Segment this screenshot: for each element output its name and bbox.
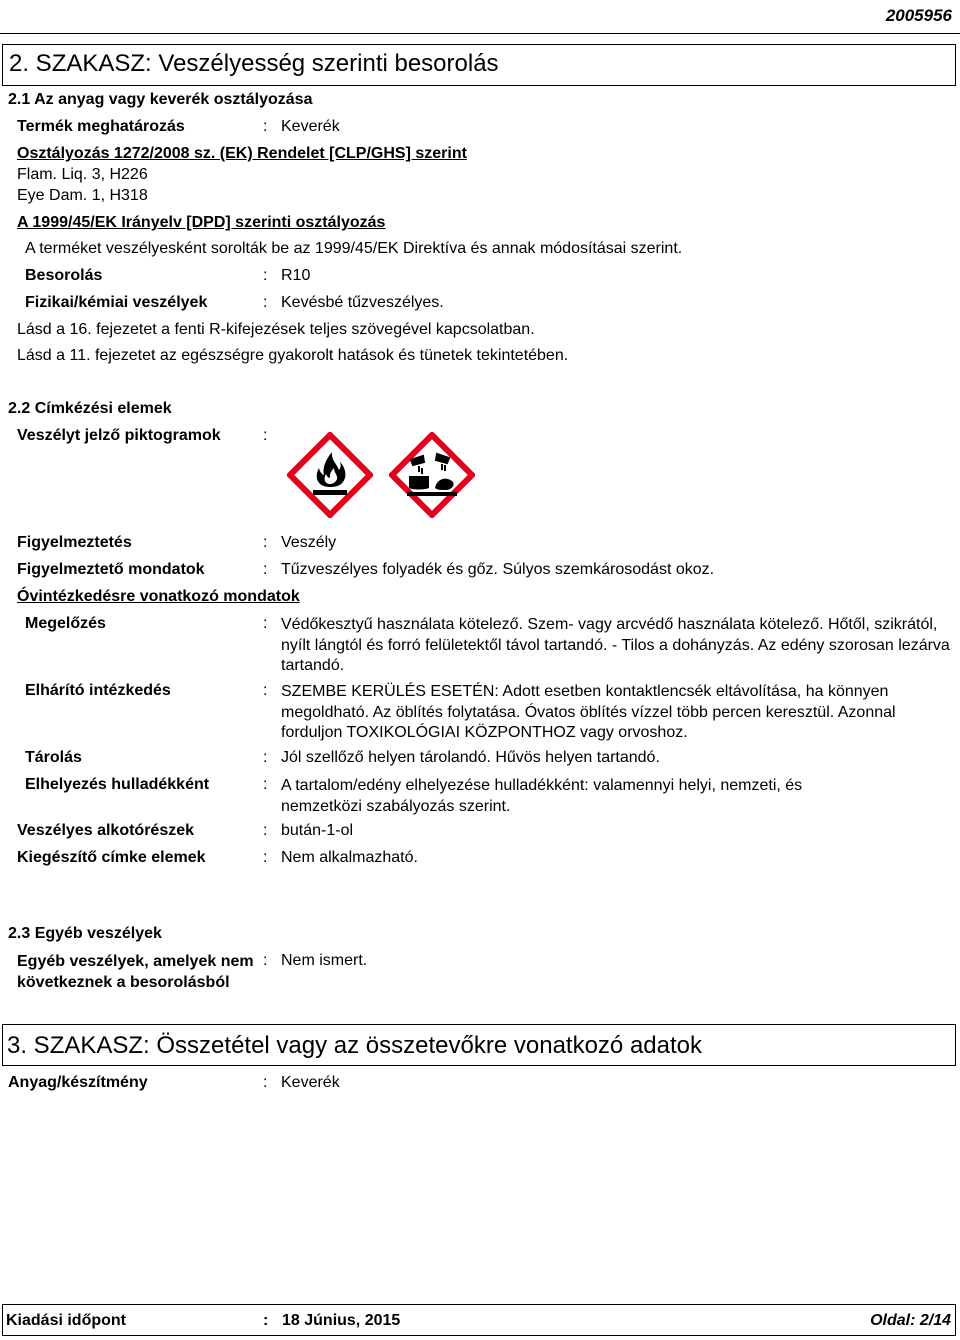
physical-hazards-label: Fizikai/kémiai veszélyek bbox=[25, 294, 208, 311]
see-section-11: Lásd a 11. fejezetet az egészségre gyakorolt hatások és tünetek tekintetében. bbox=[17, 347, 569, 364]
colon: : bbox=[263, 267, 268, 284]
supplemental-label: Kiegészítő címke elemek bbox=[17, 849, 206, 866]
document-number: 2005956 bbox=[885, 6, 952, 25]
colon: : bbox=[263, 534, 268, 551]
signal-word-label: Figyelmeztetés bbox=[17, 534, 132, 551]
footer bbox=[2, 1304, 956, 1336]
flame-icon bbox=[287, 432, 373, 518]
colon: : bbox=[263, 822, 268, 839]
colon: : bbox=[263, 952, 268, 969]
prevention-label: Megelőzés bbox=[25, 615, 106, 632]
substance-mixture-label: Anyag/készítmény bbox=[8, 1074, 148, 1091]
besorolas-value: R10 bbox=[281, 267, 311, 284]
colon: : bbox=[263, 118, 268, 135]
disposal-value: A tartalom/edény elhelyezése hulladékként: valamennyi helyi, nemzeti, és nemzetközi szabályozás szerint. bbox=[281, 777, 803, 815]
section-3-header bbox=[2, 1024, 956, 1066]
colon: : bbox=[263, 1074, 268, 1091]
prevention-value: Védőkesztyű használata kötelező. Szem- vagy arcvédő használata kötelező. Hőtől, szikrától, nyílt lángtól és forró felületektől távol tartandó. - Tilos a dohányzás. Az edény szorosan lezárva tartandó. bbox=[281, 616, 950, 674]
signal-word-value: Veszély bbox=[281, 534, 337, 551]
hazardous-components-label: Veszélyes alkotórészek bbox=[17, 822, 195, 839]
hazard-statements-value: Tűzveszélyes folyadék és gőz. Súlyos szemkárosodást okoz. bbox=[281, 561, 715, 578]
issue-date-value: 18 Június, 2015 bbox=[282, 1312, 401, 1329]
issue-date-label: Kiadási időpont bbox=[6, 1312, 126, 1329]
besorolas-label: Besorolás bbox=[25, 267, 103, 284]
hazard-statements-label: Figyelmeztető mondatok bbox=[17, 561, 205, 578]
colon: : bbox=[263, 749, 268, 766]
colon: : bbox=[263, 294, 268, 311]
colon: : bbox=[263, 849, 268, 866]
subsection-2-2-heading: 2.2 Címkézési elemek bbox=[8, 400, 172, 417]
supplemental-value: Nem alkalmazható. bbox=[281, 849, 418, 866]
pictogram-label: Veszélyt jelző piktogramok bbox=[17, 427, 221, 444]
disposal-label: Elhelyezés hulladékként bbox=[25, 776, 210, 793]
clp-classification-1: Flam. Liq. 3, H226 bbox=[17, 166, 148, 183]
page-number: Oldal: 2/14 bbox=[870, 1312, 951, 1329]
colon: : bbox=[263, 776, 268, 793]
storage-label: Tárolás bbox=[25, 749, 82, 766]
other-hazards-label: Egyéb veszélyek, amelyek nem következnek a besorolásból bbox=[17, 953, 254, 991]
product-definition-value: Keverék bbox=[281, 118, 340, 135]
clp-classification-2: Eye Dam. 1, H318 bbox=[17, 187, 148, 204]
dpd-heading: A 1999/45/EK Irányelv [DPD] szerinti osztályozás bbox=[17, 214, 386, 231]
see-section-16: Lásd a 16. fejezetet a fenti R-kifejezések teljes szövegével kapcsolatban. bbox=[17, 321, 535, 338]
section-3-title: 3. SZAKASZ: Összetétel vagy az összetevőkre vonatkozó adatok bbox=[7, 1032, 703, 1059]
section-2-title: 2. SZAKASZ: Veszélyesség szerinti besorolás bbox=[9, 50, 499, 77]
precautionary-heading: Óvintézkedésre vonatkozó mondatok bbox=[17, 588, 300, 605]
response-value: SZEMBE KERÜLÉS ESETÉN: Adott esetben kontaktlencsék eltávolítása, ha könnyen megoldható. Az öblítés folytatása. Óvatos öblítés vízzel több percen keresztül. Azonnal forduljon TOXIKOLÓGIAI KÖZPONTHOZ vagy orvoshoz. bbox=[281, 683, 896, 741]
hazardous-components-value: bután-1-ol bbox=[281, 822, 354, 839]
substance-mixture-value: Keverék bbox=[281, 1074, 340, 1091]
storage-value: Jól szellőző helyen tárolandó. Hűvös helyen tartandó. bbox=[281, 749, 660, 766]
subsection-2-1-heading: 2.1 Az anyag vagy keverék osztályozása bbox=[8, 91, 313, 108]
top-rule bbox=[0, 33, 960, 34]
corrosion-icon bbox=[389, 432, 475, 518]
colon: : bbox=[263, 1312, 269, 1329]
colon: : bbox=[263, 615, 268, 632]
physical-hazards-value: Kevésbé tűzveszélyes. bbox=[281, 294, 444, 311]
colon: : bbox=[263, 561, 268, 578]
colon: : bbox=[263, 427, 268, 444]
response-label: Elhárító intézkedés bbox=[25, 682, 171, 699]
subsection-2-3-heading: 2.3 Egyéb veszélyek bbox=[8, 925, 162, 942]
dpd-text: A terméket veszélyesként sorolták be az 1999/45/EK Direktíva és annak módosításai szerint. bbox=[25, 240, 683, 257]
product-definition-label: Termék meghatározás bbox=[17, 118, 185, 135]
colon: : bbox=[263, 682, 268, 699]
section-2-header bbox=[2, 44, 956, 86]
other-hazards-value: Nem ismert. bbox=[281, 952, 368, 969]
clp-heading: Osztályozás 1272/2008 sz. (EK) Rendelet [CLP/GHS] szerint bbox=[17, 145, 467, 162]
